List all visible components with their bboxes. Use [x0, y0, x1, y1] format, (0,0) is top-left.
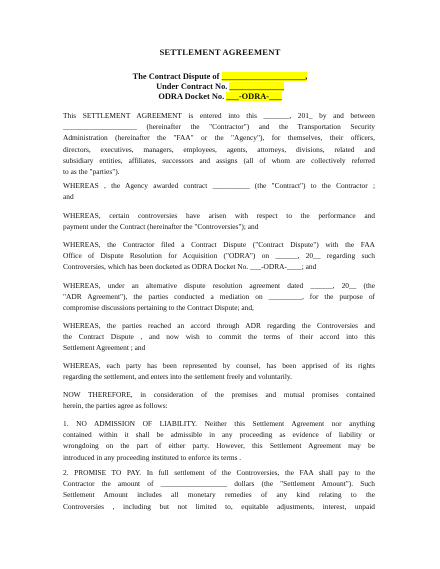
header-line-contract-dispute	[0, 72, 440, 81]
paragraph-promise-to-pay	[63, 467, 375, 512]
text-line: to as the "parties").	[63, 167, 120, 177]
text-line: introduced in any proceeding instituted to enforce its terms .	[63, 452, 242, 462]
paragraph-whereas-controversies	[63, 210, 375, 232]
document-title: SETTLEMENT AGREEMENT	[159, 47, 281, 57]
header-line-contract-no	[0, 82, 440, 91]
text-line: Settlement Agreement ; and	[63, 343, 146, 353]
paragraph-intro	[63, 110, 375, 177]
paragraph-no-admission	[63, 418, 375, 463]
text-line: compromise discussions pertaining to the Contract Dispute; and,	[63, 303, 254, 313]
text-line: WHEREAS, the parties reached an accord through ADR regarding the Controversies and	[63, 321, 375, 330]
text-line: WHEREAS, under an alternative dispute resolution agreement dated ______, 20__ (the	[63, 281, 375, 290]
text-line: WHEREAS, the Contractor filed a Contract Dispute ("Contract Dispute") with the FAA	[63, 240, 375, 249]
text-line: Contractor the amount of __________________ dollars (the "Settlement Amount"). Such	[63, 479, 375, 489]
text-line: 1. NO ADMISSION OF LIABILITY. Neither this Settlement Agreement nor anything	[63, 419, 375, 428]
text-line: Administration (hereinafter the "FAA" or the "Agency"), for themselves, their officers,	[63, 133, 375, 143]
text-line: This SETTLEMENT AGREEMENT is entered into this _______, 201_ by and between	[63, 111, 375, 120]
contract-no-label: Under Contract No.	[156, 82, 228, 91]
contract-no-blank: _____________	[229, 82, 284, 91]
text-line: the Contract Dispute , and now wish to commit the terms of their accord into this	[63, 332, 375, 342]
text-line: and	[63, 192, 74, 202]
text-line: herein, the parties agree as follows:	[63, 401, 168, 411]
contract-dispute-label: The Contract Dispute of	[132, 72, 220, 81]
text-line: regarding the settlement, and enters into the settlement freely and voluntarily.	[63, 372, 292, 382]
paragraph-whereas-counsel	[63, 360, 375, 382]
text-line: Settlement Amount includes all monetary remedies of any kind relating to the	[63, 490, 375, 500]
text-line: directors, executives, managers, employees, agents, attorneys, divisions, related and	[63, 144, 375, 154]
text-line: WHEREAS, each party has been represented by counsel, has been apprised of its rights	[63, 361, 375, 370]
paragraph-now-therefore	[63, 389, 375, 411]
docket-no-label: ODRA Docket No.	[158, 92, 225, 101]
text-line: Controversies , including but not limited to, equitable adjustments, interest, unpaid	[63, 501, 375, 511]
header-line-docket-no	[0, 92, 440, 101]
text-line: subsidiary entities, affiliates, successors and assigns (all of whom are collectively referred	[63, 155, 375, 165]
text-line: WHEREAS, certain controversies have arisen with respect to the performance and	[63, 211, 375, 220]
paragraph-whereas-adr	[63, 280, 375, 314]
text-line: Controversies, which has been docketed as ODRA Docket No. ___-ODRA-____; and	[63, 262, 317, 272]
contract-dispute-blank: ____________________,	[221, 72, 308, 81]
text-line: contained within it shall be admissible in any proceeding as evidence of liability or	[63, 430, 375, 440]
text-line: "ADR Agreement"), the parties conducted a mediation on _________, for the purpose of	[63, 292, 375, 302]
paragraph-whereas-contract	[63, 180, 375, 202]
docket-no-blank: ___-ODRA-___	[226, 92, 282, 101]
text-line: 2. PROMISE TO PAY. In full settlement of the Controversies, the FAA shall pay to the	[63, 468, 375, 477]
text-line: wrongdoing on the part of either party. However, this Settlement Agreement may be	[63, 441, 375, 451]
paragraph-whereas-dispute-filed	[63, 239, 375, 273]
text-line: Office of Dispute Resolution for Acquisition ("ODRA") on ______, 20__ regarding such	[63, 251, 375, 261]
text-line: NOW THEREFORE, in consideration of the premises and mutual promises contained	[63, 390, 375, 399]
text-line: WHEREAS , the Agency awarded contract __________ (the "Contract") to the Contractor ;	[63, 181, 375, 190]
text-line: payment under the Contract (hereinafter the "Controversies"); and	[63, 222, 259, 232]
text-line: ____________________ (hereinafter the "Contractor") and the Transportation Security	[63, 122, 375, 132]
paragraph-whereas-accord	[63, 320, 375, 354]
